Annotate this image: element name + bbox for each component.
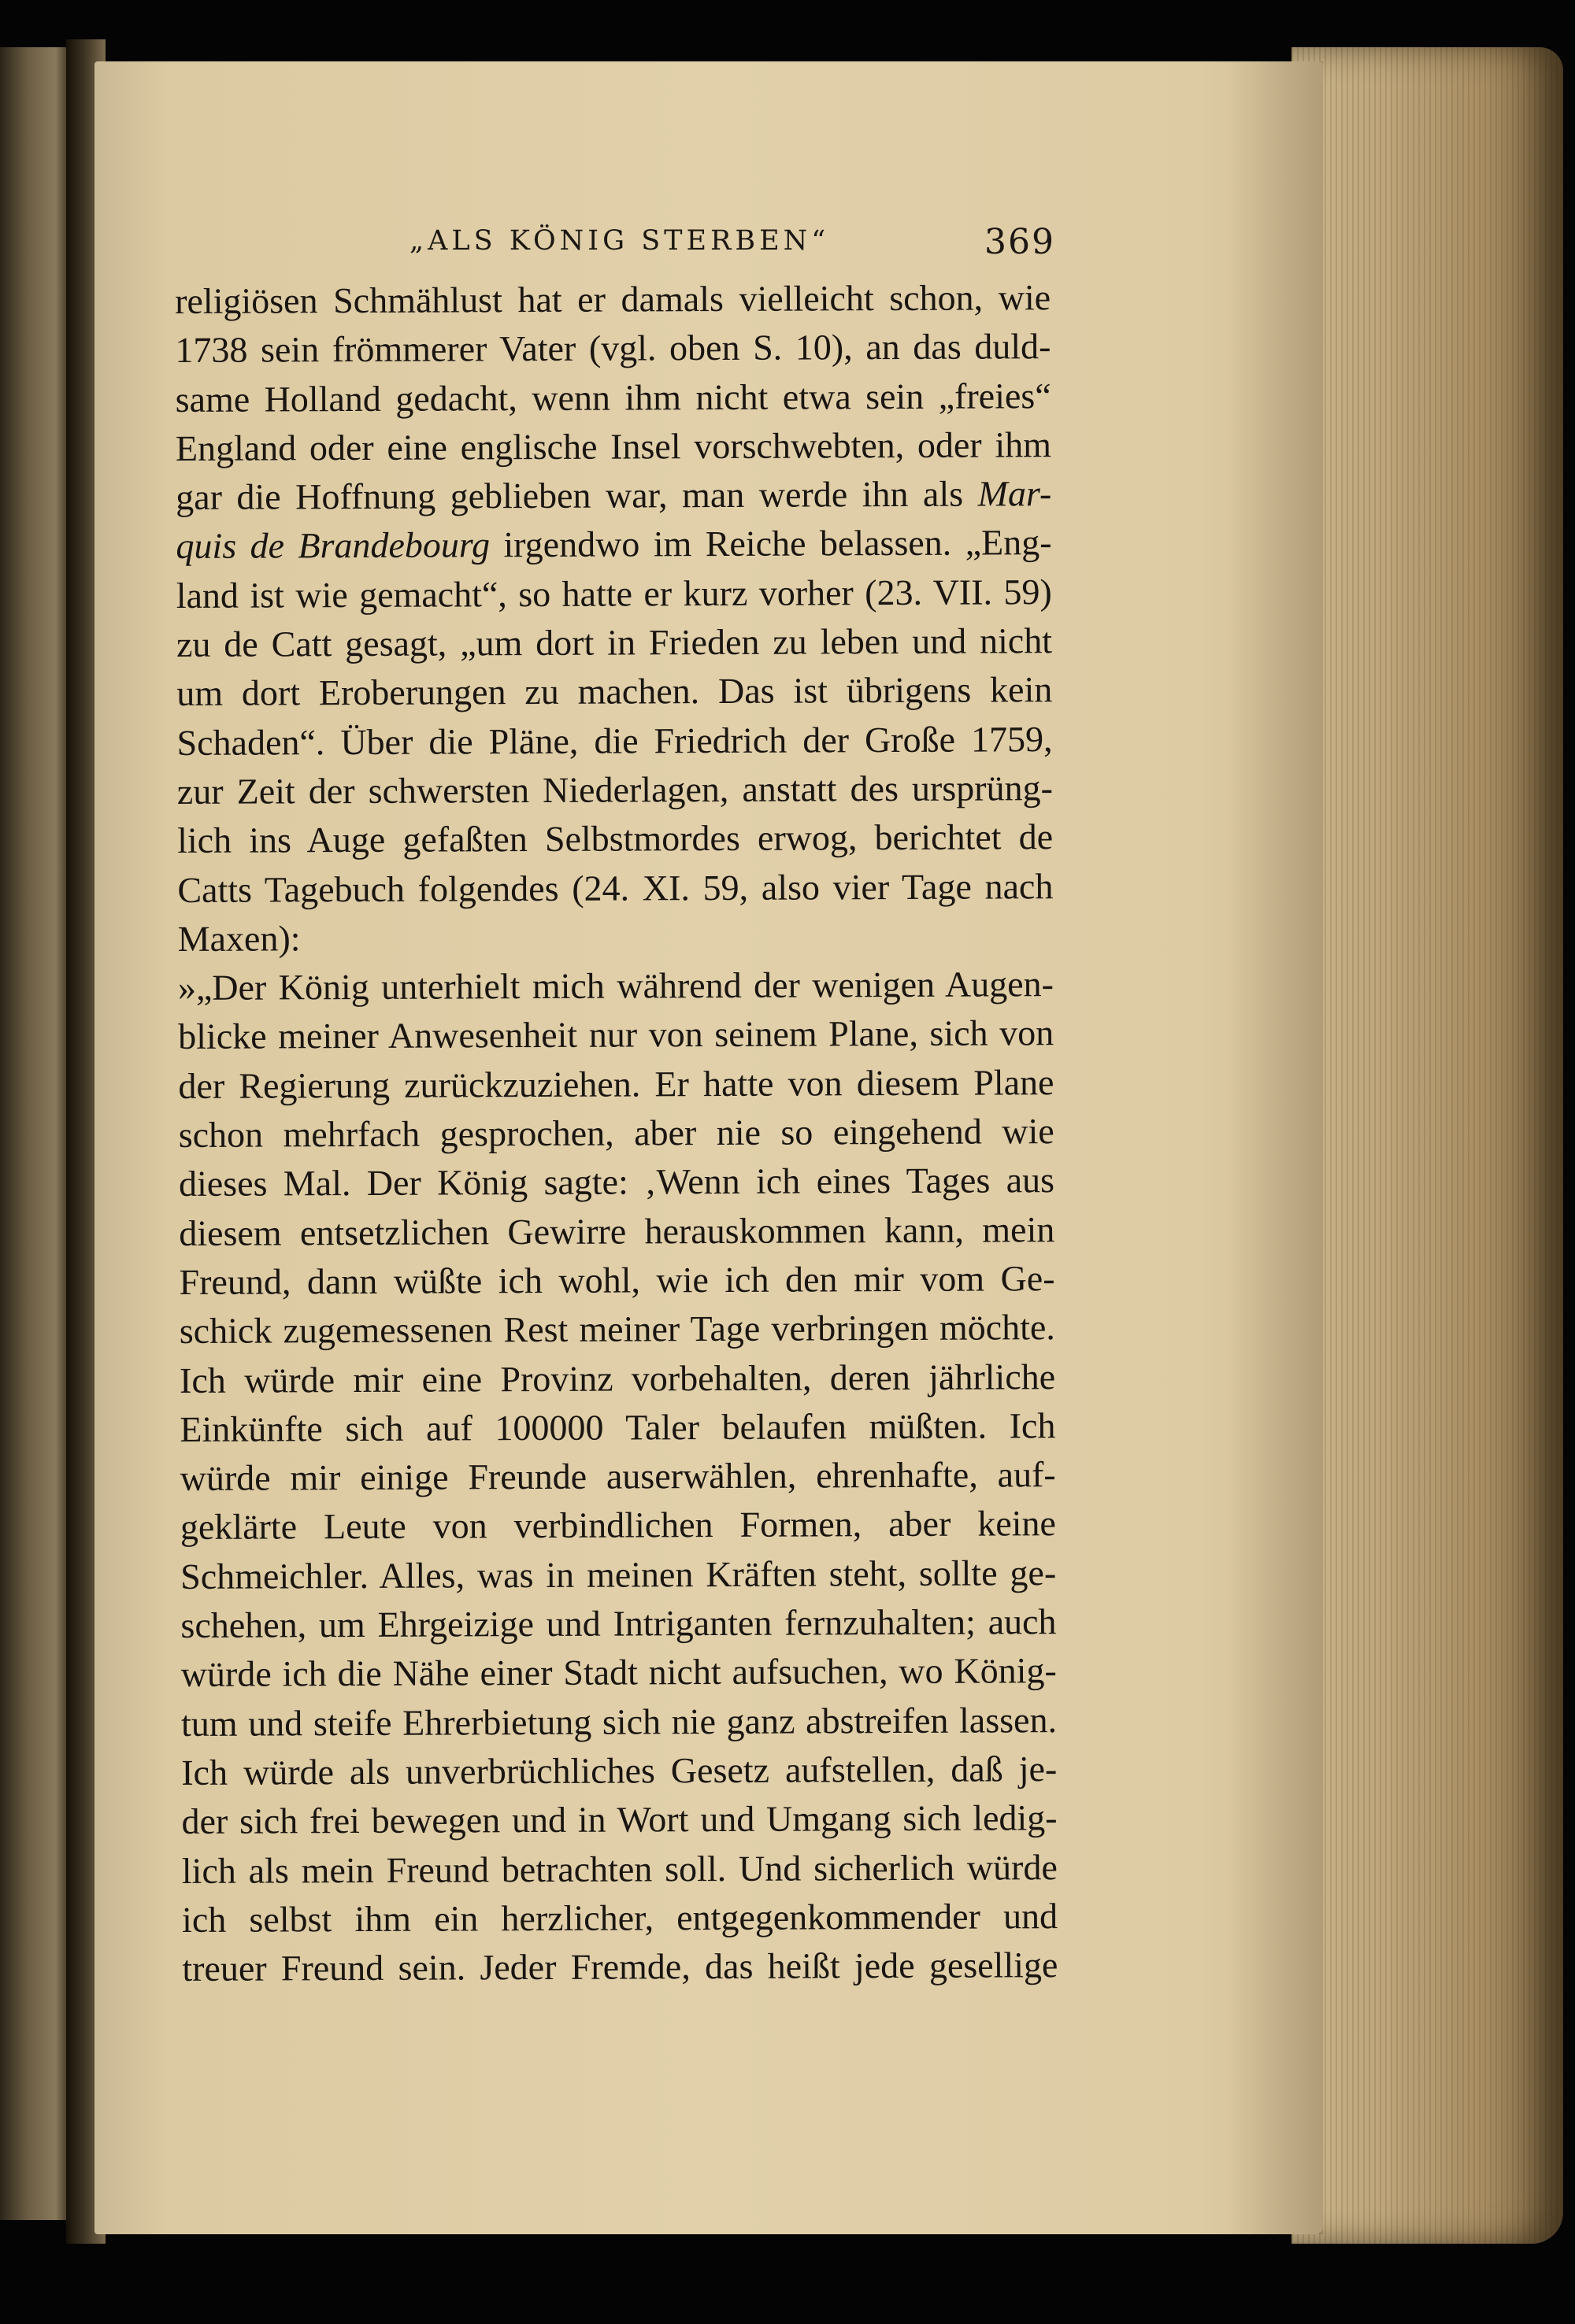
text-line: Freund, dann wüßte ich wohl, wie ich den mir vom Ge- (179, 1258, 1055, 1302)
italic-term: quis de Brandebourg (176, 524, 491, 567)
text-line: blicke meiner Anwesenheit nur von seinem Plane, sich von (178, 1012, 1054, 1057)
text-line: tum und steife Ehrerbietung sich nie ganz abstreifen lassen. (180, 1699, 1058, 1744)
page-header (158, 222, 1055, 269)
text-line: zu de Catt gesagt, „um dort in Frieden zu leben und nicht (176, 620, 1053, 665)
text-line: »„Der König unterhielt mich während der wenigen Augen- (177, 964, 1054, 1008)
text-line: schehen, um Ehrgeizige und Intriganten fernzuhalten; auch (180, 1601, 1057, 1645)
running-head: „ALS KÖNIG STERBEN“ (410, 225, 830, 257)
text-line-part: gar die Hoffnung geblieben war, man werde ihn als (176, 473, 964, 518)
text-line: England oder eine englische Insel vorschwebten, oder ihm (175, 424, 1052, 468)
text-line: treuer Freund sein. Jeder Fremde, das heißt jede gesellige (182, 1945, 1058, 1989)
text-line: zur Zeit der schwersten Niederlagen, anstatt des ursprüng- (176, 768, 1053, 812)
text-line: der Regierung zurückzuziehen. Er hatte von diesem Plane (178, 1061, 1054, 1106)
italic-term: Mar- (977, 473, 1052, 514)
text-line: Schaden“. Über die Pläne, die Friedrich der Große 1759, (176, 718, 1053, 763)
text-line: ich selbst ihm ein herzlicher, entgegenkommender und (181, 1895, 1058, 1940)
text-line: Ich würde als unverbrüchliches Gesetz aufstellen, daß je- (181, 1749, 1058, 1793)
page-shadow (1228, 61, 1323, 2234)
text-line: geklärte Leute von verbindlichen Formen, aber keine (180, 1503, 1057, 1548)
previous-page-edge (0, 47, 69, 2220)
text-line: religiösen Schmählust hat er damals vielleicht schon, wie (175, 277, 1051, 321)
text-line-part: irgendwo im Reiche belassen. „Eng- (503, 522, 1052, 565)
text-line: würde ich die Nähe einer Stadt nicht aufsuchen, wo König- (180, 1650, 1057, 1695)
text-line: Einkünfte sich auf 100000 Taler belaufen müßten. Ich (180, 1404, 1056, 1449)
page-number: 369 (984, 222, 1055, 262)
body-text (175, 273, 1058, 1993)
text-line: land ist wie gemacht“, so hatte er kurz vorher (23. VII. 59) (176, 571, 1052, 616)
text-line: Catts Tagebuch folgendes (24. XI. 59, also vier Tage nach (177, 865, 1054, 910)
text-line: Ich würde mir eine Provinz vorbehalten, deren jährliche (180, 1356, 1056, 1401)
text-line (176, 469, 1051, 522)
text-line: schon mehrfach gesprochen, aber nie so eingehend wie (178, 1111, 1054, 1156)
text-line: dieses Mal. Der König sagte: ‚Wenn ich eines Tages aus (178, 1160, 1055, 1205)
text-line: der sich frei bewegen und in Wort und Umgang sich ledig- (181, 1797, 1058, 1842)
text-line: schick zugemessenen Rest meiner Tage verbringen möchte. (179, 1307, 1055, 1352)
text-line (176, 519, 1051, 572)
text-line: 1738 sein frömmerer Vater (vgl. oben S. 10), an das duld- (175, 326, 1051, 371)
text-line: um dort Eroberungen zu machen. Das ist übrigens kein (176, 669, 1053, 714)
text-line: Maxen): (177, 918, 301, 959)
text-line: same Holland gedacht, wenn ihm nicht etwa sein „freies“ (175, 375, 1051, 420)
text-line: würde mir einige Freunde auserwählen, ehrenhafte, auf- (180, 1454, 1056, 1499)
text-line: diesem entsetzlichen Gewirre herauskommen kann, mein (179, 1208, 1055, 1253)
text-line: Schmeichler. Alles, was in meinen Kräften steht, sollte ge- (180, 1552, 1057, 1597)
book-page-edges (1292, 47, 1563, 2244)
text-line: lich als mein Freund betrachten soll. Und sicherlich würde (181, 1846, 1058, 1891)
text-line: lich ins Auge gefaßten Selbstmordes erwog, berichtet de (177, 816, 1054, 861)
